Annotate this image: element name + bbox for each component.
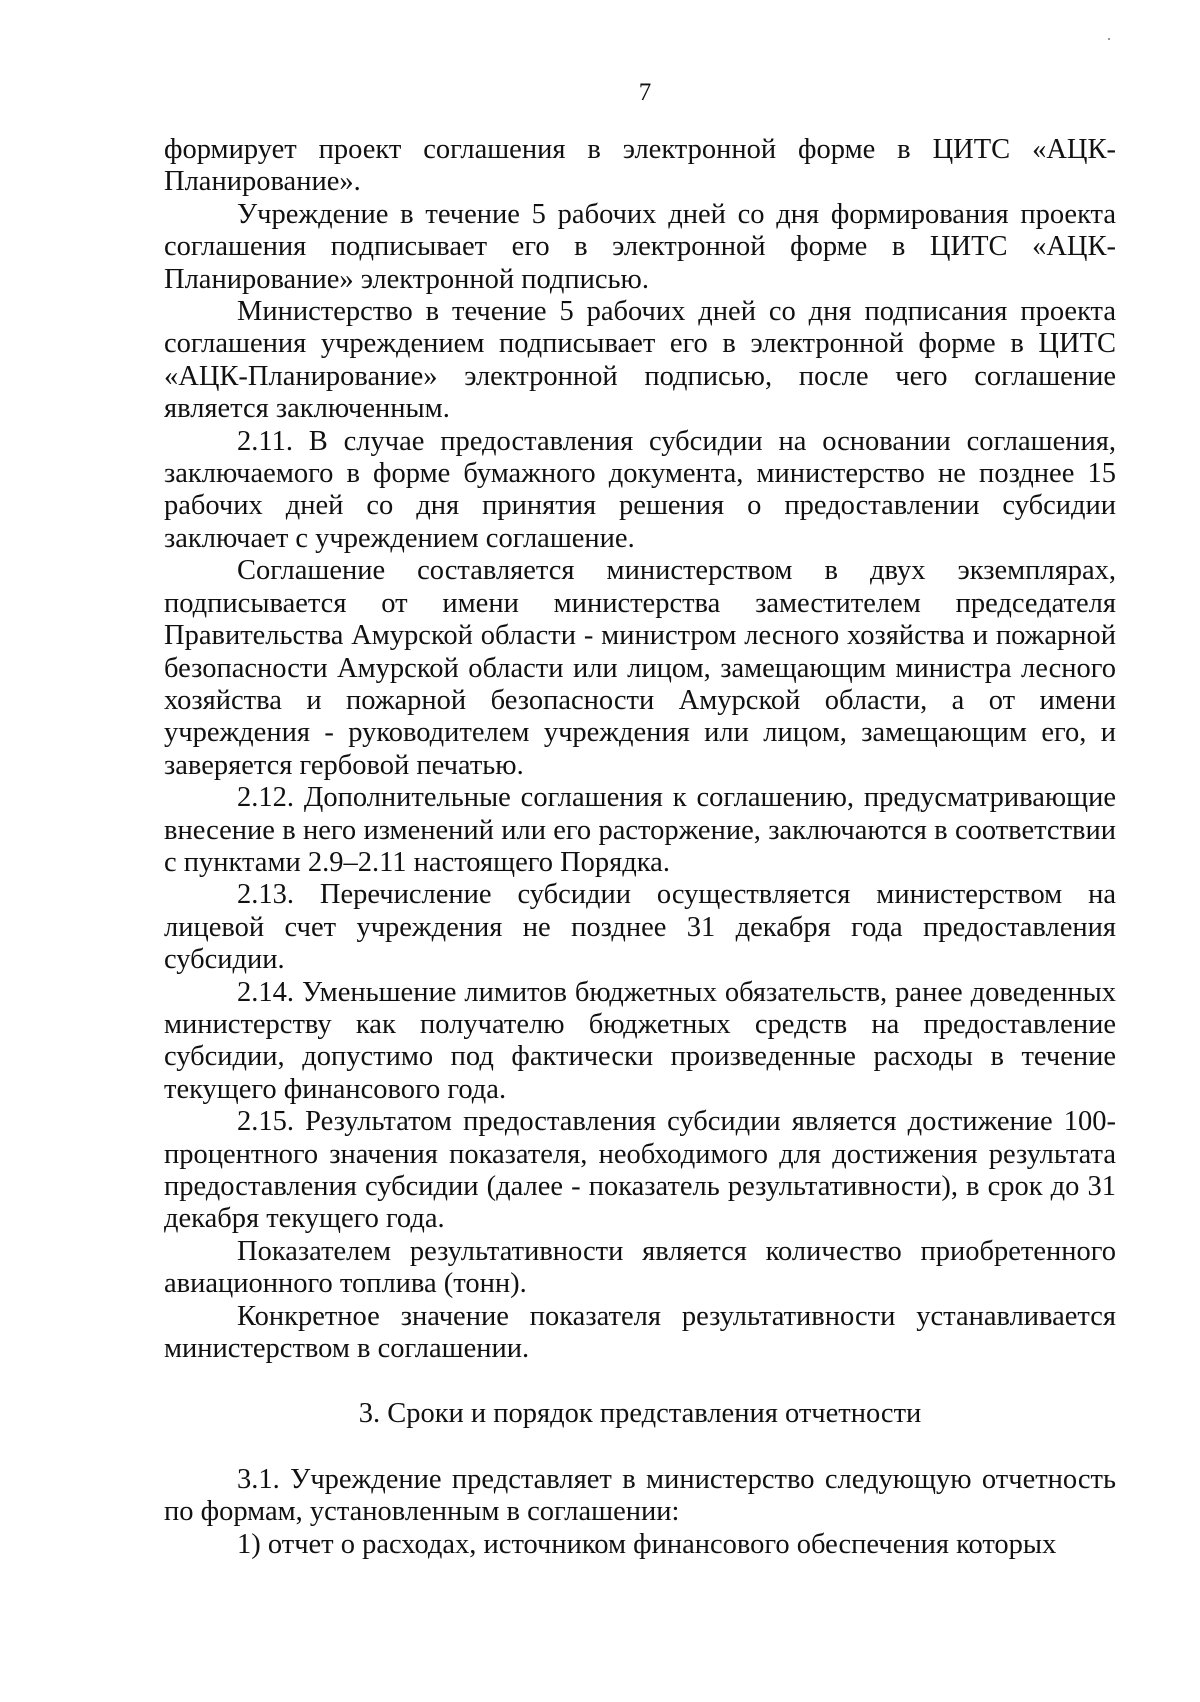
paragraph-ministry-signs: Министерство в течение 5 рабочих дней со дня подписания проекта соглашения учреждением подписывает его в электронной форме в ЦИТС «АЦК-Планирование» электронной подписью, после чего соглашение является заключенным. <box>164 296 1116 425</box>
paragraph-indicator-value: Конкретное значение показателя результативности устанавливается министерством в соглашении. <box>164 1300 1116 1365</box>
paragraph-3-1-item-1: 1) отчет о расходах, источником финансового обеспечения которых <box>237 1528 1057 1560</box>
paragraph-2-13: 2.13. Перечисление субсидии осуществляется министерством на лицевой счет учреждения не позднее 31 декабря года предоставления субсидии. <box>164 879 1116 976</box>
paragraph-2-15: 2.15. Результатом предоставления субсидии является достижение 100-процентного значения показателя, необходимого для достижения результата предоставления субсидии (далее - показатель результативности), в срок до 31 декабря текущего года. <box>164 1106 1116 1235</box>
section-heading: 3. Сроки и порядок представления отчетности <box>358 1398 922 1430</box>
paragraph-agreement-drawn: Соглашение составляется министерством в двух экземплярах, подписывается от имени министерства заместителем председателя Правительства Амурской области - министром лесного хозяйства и пожарной безопасности Амурской области или лицом, замещающим министра лесного хозяйства и пожарной безопасности Амурской области, а от имени учреждения - руководителем учреждения или лицом, замещающим его, и заверяется гербовой печатью. <box>164 555 1116 781</box>
paragraph-institution-signs: Учреждение в течение 5 рабочих дней со дня формирования проекта соглашения подписывает его в электронной форме в ЦИТС «АЦК-Планирование» электронной подписью. <box>164 198 1116 295</box>
scan-speck <box>1108 38 1110 40</box>
paragraph-indicator: Показателем результативности является количество приобретенного авиационного топлива (тонн). <box>164 1235 1116 1300</box>
paragraph-2-11: 2.11. В случае предоставления субсидии на основании соглашения, заключаемого в форме бумажного документа, министерство не позднее 15 рабочих дней со дня принятия решения о предоставлении субсидии заключает с учреждением соглашение. <box>164 425 1116 554</box>
page-number: 7 <box>638 79 652 106</box>
paragraph-3-1: 3.1. Учреждение представляет в министерство следующую отчетность по формам, установленным в соглашении: <box>164 1463 1116 1528</box>
paragraph-2-12: 2.12. Дополнительные соглашения к соглашению, предусматривающие внесение в него изменений или его расторжение, заключаются в соответствии с пунктами 2.9–2.11 настоящего Порядка. <box>164 782 1116 878</box>
document-body <box>164 134 1116 1561</box>
paragraph-continuation: формирует проект соглашения в электронной форме в ЦИТС «АЦК-Планирование». <box>164 134 1116 198</box>
paragraph-2-14: 2.14. Уменьшение лимитов бюджетных обязательств, ранее доведенных министерству как получателю бюджетных средств на предоставление субсидии, допустимо под фактически произведенные расходы в течение текущего финансового года. <box>164 976 1116 1105</box>
